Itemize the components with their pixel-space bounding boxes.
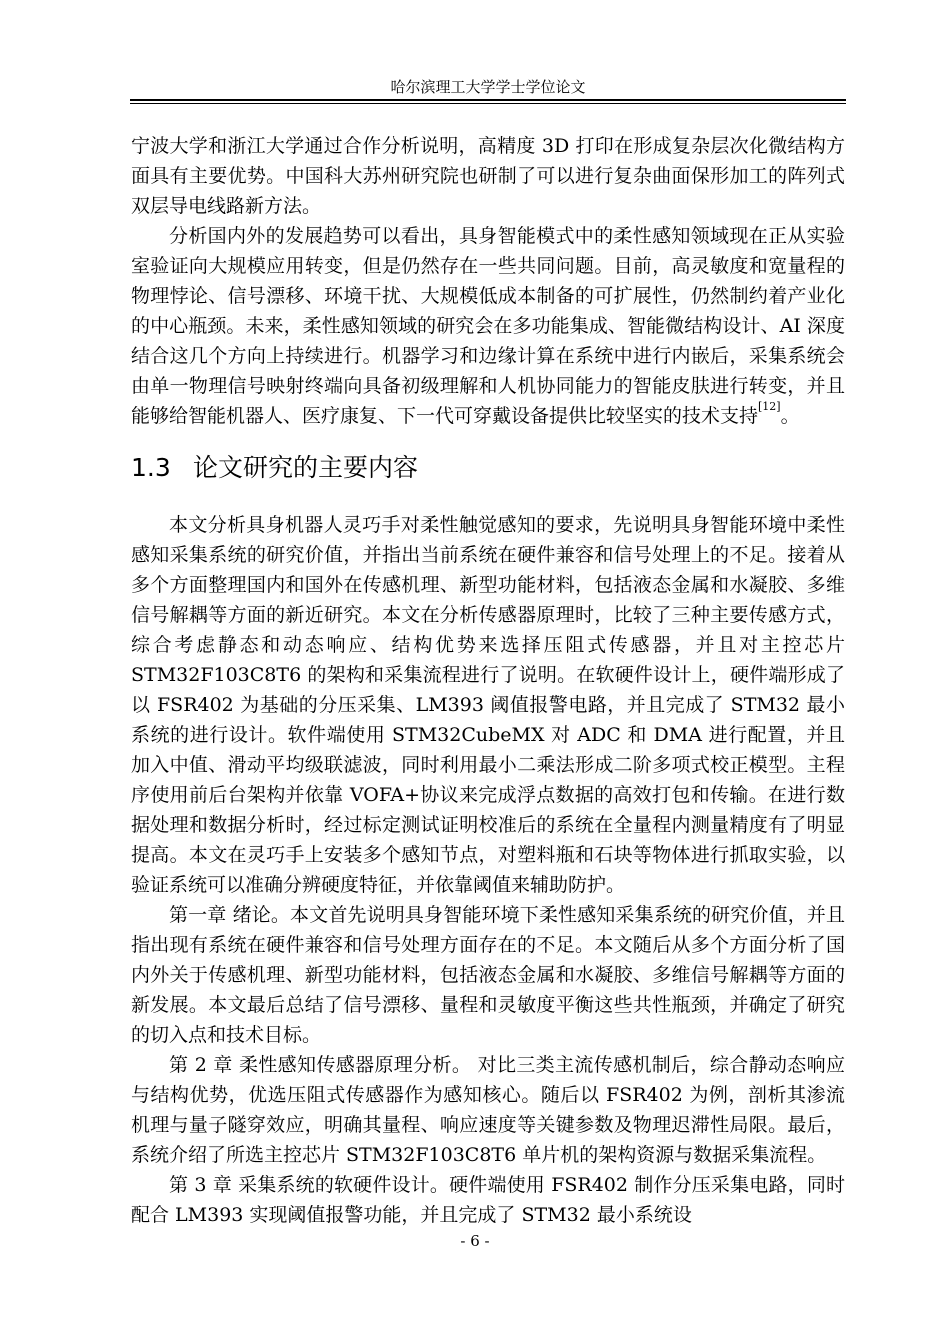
- header-rule-thick: [130, 99, 846, 101]
- section-number: 1.3: [131, 453, 171, 482]
- paragraph: [131, 221, 845, 431]
- paragraph: 第一章 绪论。本文首先说明具身智能环境下柔性感知采集系统的研究价值，并且指出现有系统在硬件兼容和信号处理方面存在的不足。本文随后从多个方面分析了国内外关于传感机理、新型功能材料，包括液态金属和水凝胶、多维信号解耦等方面的新发展。本文最后总结了信号漂移、量程和灵敏度平衡这些共性瓶颈，并确定了研究的切入点和技术目标。: [131, 904, 845, 1046]
- section-body: [131, 510, 845, 1230]
- paragraph: 宁波大学和浙江大学通过合作分析说明，高精度 3D 打印在形成复杂层次化微结构方面具有主要优势。中国科大苏州研究院也研制了可以进行复杂曲面保形加工的阵列式双层导电线路新方法。: [131, 135, 845, 217]
- paragraph-end: 。: [780, 405, 800, 427]
- section-heading: [131, 452, 845, 484]
- previous-section-text: [131, 131, 845, 431]
- citation-ref: [12]: [758, 400, 781, 413]
- header-rule-thin: [130, 103, 846, 104]
- paragraph: 本文分析具身机器人灵巧手对柔性触觉感知的要求，先说明具身智能环境中柔性感知采集系统的研究价值，并指出当前系统在硬件兼容和信号处理上的不足。接着从多个方面整理国内和国外在传感机理、新型功能材料，包括液态金属和水凝胶、多维信号解耦等方面的新近研究。本文在分析传感器原理时，比较了三种主要传感方式，综合考虑静态和动态响应、结构优势来选择压阻式传感器，并且对主控芯片 STM32F103C8T6 的架构和采集流程进行了说明。在软硬件设计上，硬件端形成了以 FSR402 为基础的分压采集、LM393 阈值报警电路，并且完成了 STM32 最小系统的进行设计。软件端使用 STM32CubeMX 对 ADC 和 DMA 进行配置，并且加入中值、滑动平均级联滤波，同时利用最小二乘法形成二阶多项式校正模型。主程序使用前后台架构并依靠 VOFA+协议来完成浮点数据的高效打包和传输。在进行数据处理和数据分析时，经过标定测试证明校准后的系统在全量程内测量精度有了明显提高。本文在灵巧手上安装多个感知节点，对塑料瓶和石块等物体进行抓取实验，以验证系统可以准确分辨硬度特征，并依靠阈值来辅助防护。: [131, 514, 845, 896]
- page-number: - 6 -: [460, 1232, 490, 1250]
- section-title: 论文研究的主要内容: [193, 453, 419, 482]
- paragraph-text: 分析国内外的发展趋势可以看出，具身智能模式中的柔性感知领域现在正从实验室验证向大规模应用转变，但是仍然存在一些共同问题。目前，高灵敏度和宽量程的物理悖论、信号漂移、环境干扰、大规模低成本制备的可扩展性，仍然制约着产业化的中心瓶颈。未来，柔性感知领域的研究会在多功能集成、智能微结构设计、AI 深度结合这几个方向上持续进行。机器学习和边缘计算在系统中进行内嵌后，采集系统会由单一物理信号映射终端向具备初级理解和人机协同能力的智能皮肤进行转变，并且能够给智能机器人、医疗康复、下一代可穿戴设备提供比较坚实的技术支持: [131, 225, 845, 427]
- running-header: 哈尔滨理工大学学士学位论文: [390, 78, 586, 96]
- paragraph: 第 3 章 采集系统的软硬件设计。硬件端使用 FSR402 制作分压采集电路，同时配合 LM393 实现阈值报警功能，并且完成了 STM32 最小系统设: [131, 1174, 845, 1226]
- paragraph: 第 2 章 柔性感知传感器原理分析。 对比三类主流传感机制后，综合静动态响应与结构优势，优选压阻式传感器作为感知核心。随后以 FSR402 为例，剖析其渗流机理与量子隧穿效应，明确其量程、响应速度等关键参数及物理迟滞性局限。最后，系统介绍了所选主控芯片 STM32F103C8T6 单片机的架构资源与数据采集流程。: [131, 1054, 845, 1166]
